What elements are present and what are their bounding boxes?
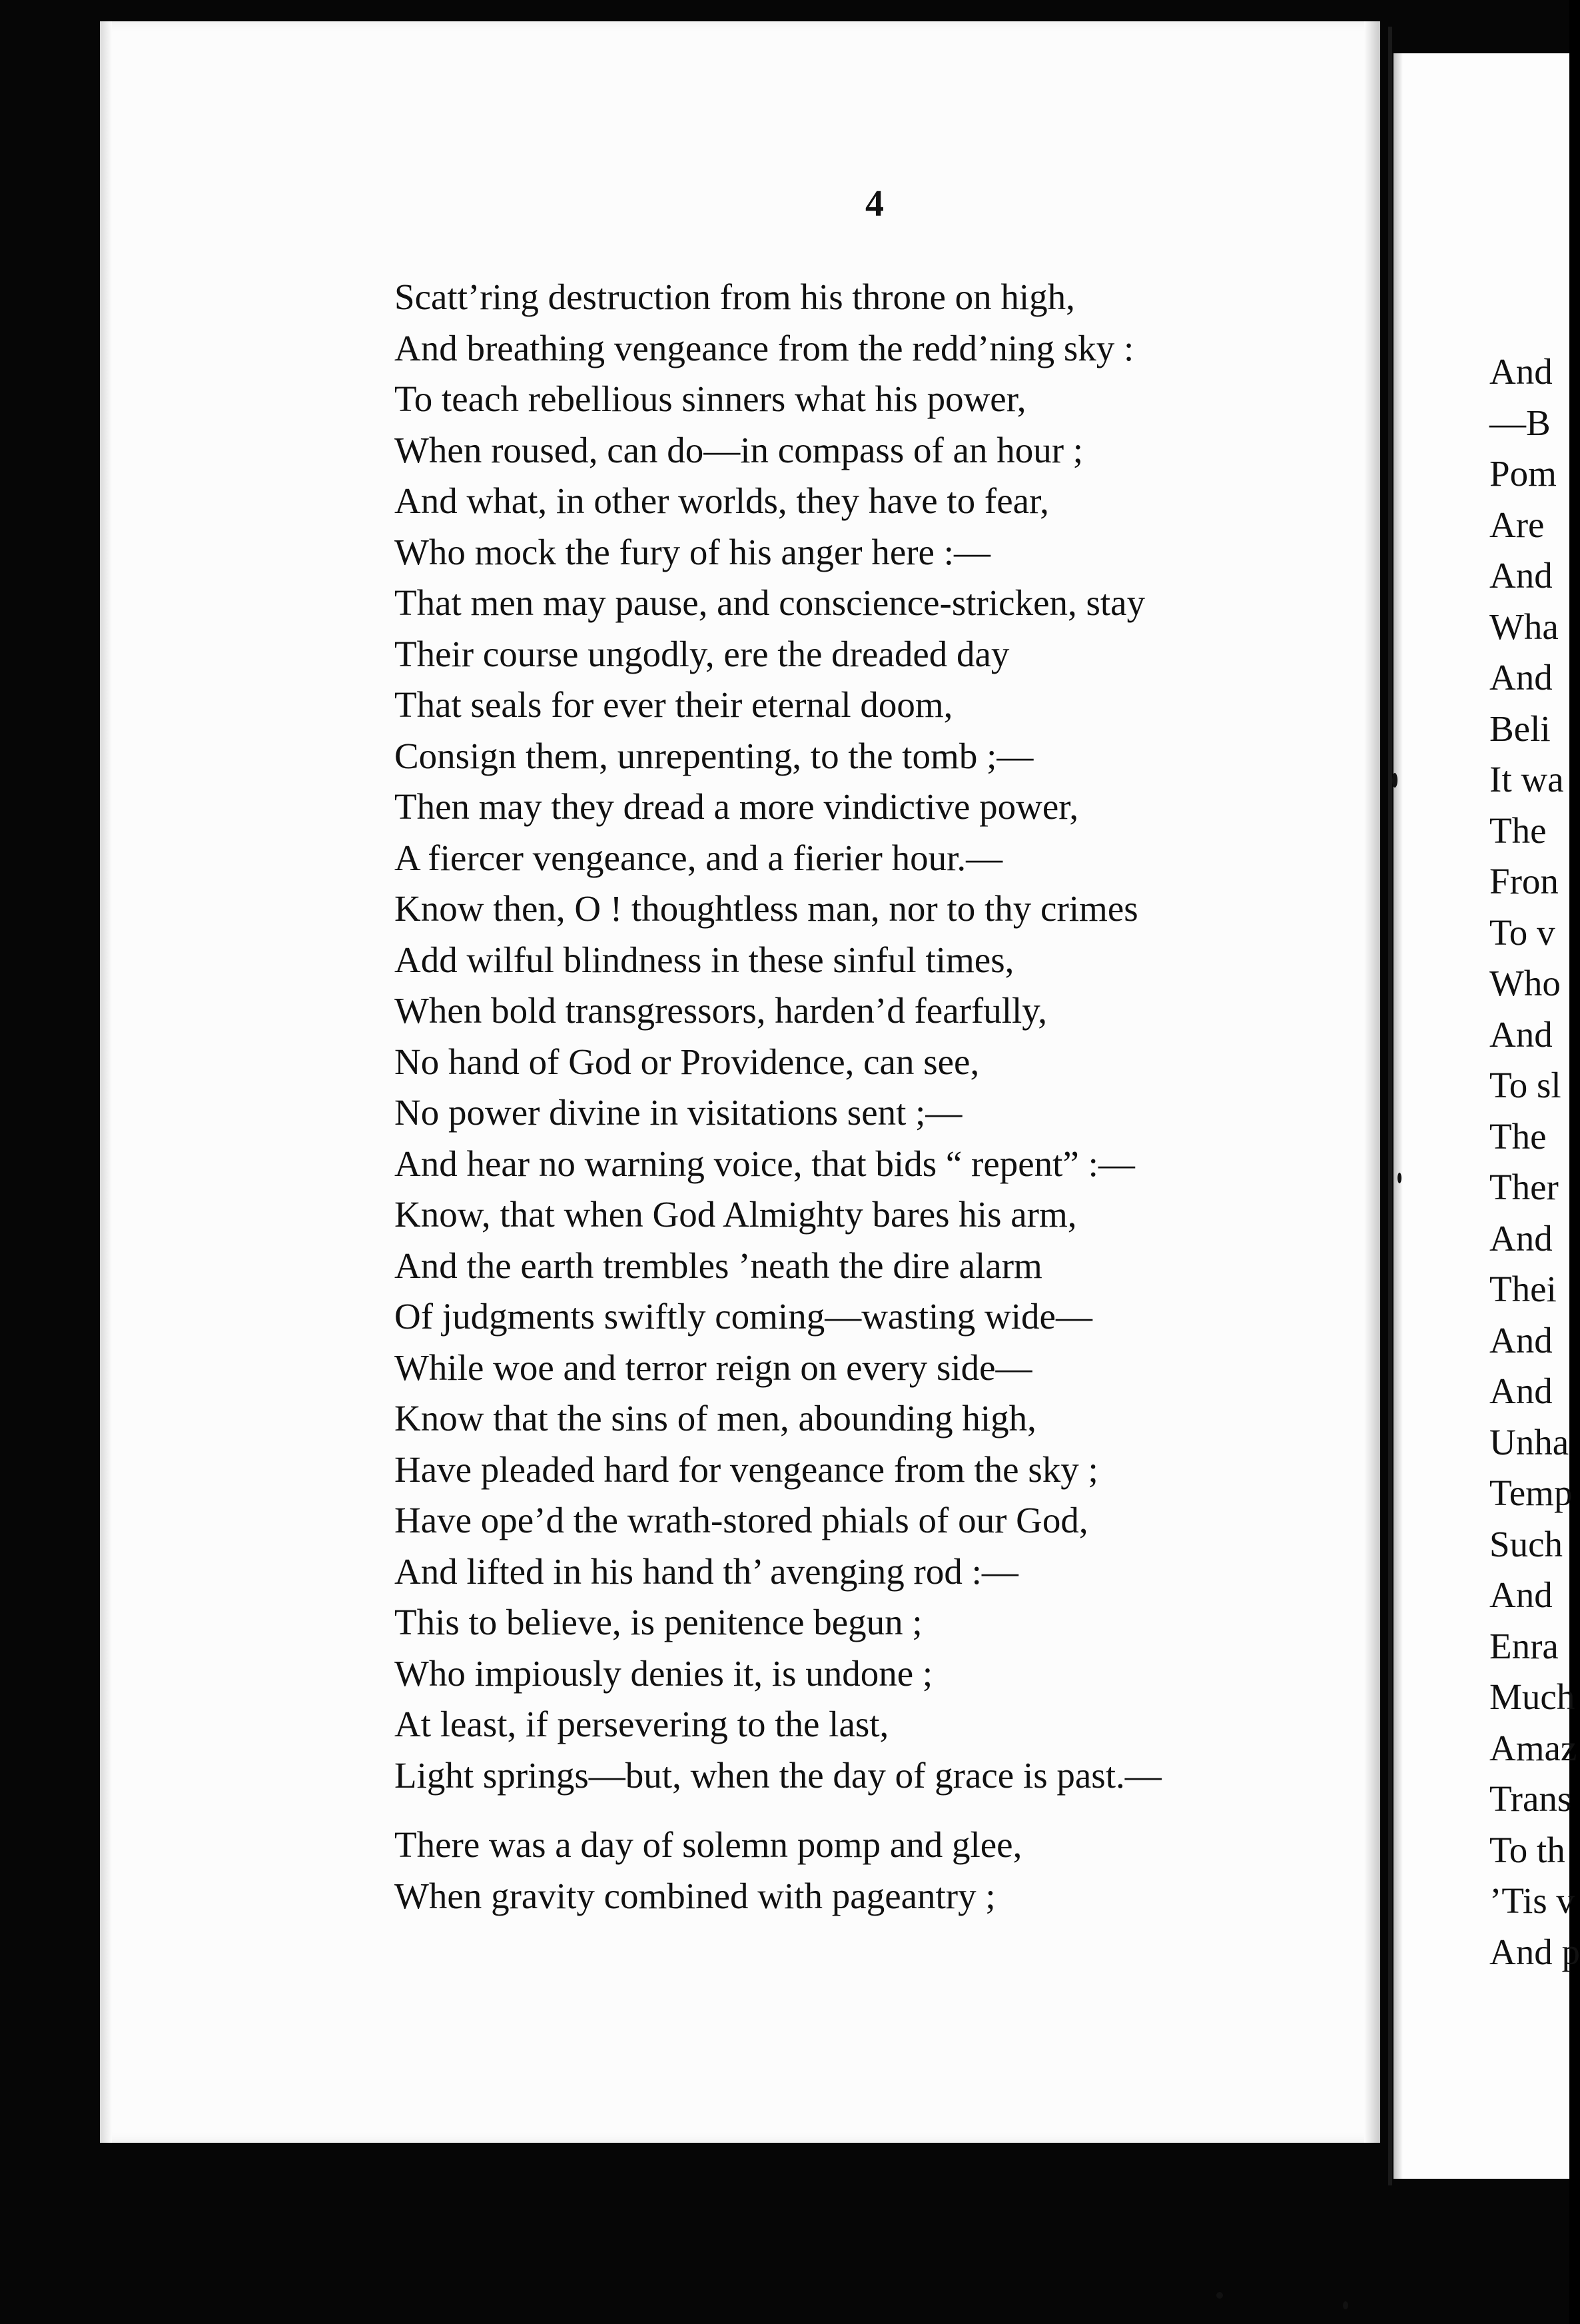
poem-line: Of judgments swiftly coming—wasting wide— xyxy=(394,1296,1092,1337)
poem-line: Who impiously denies it, is undone ; xyxy=(394,1652,933,1694)
poem-line: Add wilful blindness in these sinful times, xyxy=(394,939,1014,980)
facing-line-fragment: The xyxy=(1489,1115,1547,1157)
poem-line: When gravity combined with pageantry ; xyxy=(394,1875,996,1916)
facing-line-fragment: Such xyxy=(1489,1523,1563,1564)
poem-line: Consign them, unrepenting, to the tomb ;— xyxy=(394,735,1034,776)
poem-line: This to believe, is penitence begun ; xyxy=(394,1602,923,1642)
facing-line-fragment: And xyxy=(1489,1013,1553,1055)
scan-speck xyxy=(1343,2301,1348,2309)
poem-line: Have ope’d the wrath-stored phials of our God, xyxy=(394,1500,1088,1540)
poem-line: Light springs—but, when the day of grace is past.— xyxy=(394,1754,1162,1796)
facing-page-text xyxy=(1489,346,1580,1978)
facing-line-fragment: To sl xyxy=(1489,1065,1561,1105)
poem-line: When bold transgressors, harden’d fearfully, xyxy=(394,990,1047,1031)
facing-line-fragment: Ther xyxy=(1489,1167,1559,1207)
facing-line-fragment: —B xyxy=(1489,402,1551,443)
poem-line: No power divine in visitations sent ;— xyxy=(394,1092,963,1133)
facing-line-fragment: Temp xyxy=(1489,1472,1573,1513)
facing-line-fragment: ’Tis v xyxy=(1489,1880,1575,1921)
facing-line-fragment: And xyxy=(1489,1574,1553,1615)
facing-line-fragment: Fron xyxy=(1489,861,1559,901)
poem-line: To teach rebellious sinners what his power, xyxy=(394,378,1026,419)
book-gutter xyxy=(1388,27,1392,2185)
facing-line-fragment: And xyxy=(1489,351,1553,392)
facing-line-fragment: Are xyxy=(1489,504,1545,545)
scan-speck xyxy=(1216,2292,1223,2299)
poem-line: And hear no warning voice, that bids “ repent” :— xyxy=(394,1143,1135,1184)
poem-line: That men may pause, and conscience-stricken, stay xyxy=(394,582,1146,623)
facing-line-fragment: To th xyxy=(1489,1829,1565,1870)
facing-line-fragment: Much xyxy=(1489,1676,1575,1717)
poem-line: Know, that when God Almighty bares his arm, xyxy=(394,1194,1077,1235)
facing-line-fragment: Thei xyxy=(1489,1269,1557,1309)
poem-line: Know then, O ! thoughtless man, nor to thy crimes xyxy=(394,888,1138,929)
poem-line: Know that the sins of men, abounding high, xyxy=(394,1398,1036,1439)
poem-line: No hand of God or Providence, can see, xyxy=(394,1041,980,1082)
poem-line: Scatt’ring destruction from his throne on high, xyxy=(394,277,1075,317)
facing-line-fragment: Trans xyxy=(1489,1778,1572,1819)
facing-line-fragment: And xyxy=(1489,1319,1553,1361)
facing-line-fragment: Amaz xyxy=(1489,1727,1577,1768)
poem-line: While woe and terror reign on every side— xyxy=(394,1347,1032,1388)
poem-line: Then may they dread a more vindictive power, xyxy=(394,786,1079,827)
poem-line: A fiercer vengeance, and a fierier hour.— xyxy=(394,837,1003,878)
facing-line-fragment: And xyxy=(1489,657,1553,698)
facing-line-fragment: Wha xyxy=(1489,606,1559,647)
facing-line-fragment: Unha xyxy=(1489,1421,1569,1462)
poem-line: That seals for ever their eternal doom, xyxy=(394,684,953,725)
facing-line-fragment: And p xyxy=(1489,1931,1580,1972)
scan-speck xyxy=(1397,1173,1401,1183)
facing-line-fragment: And xyxy=(1489,1371,1553,1411)
poem-line: Who mock the fury of his anger here :— xyxy=(394,531,990,572)
facing-line-fragment: It wa xyxy=(1489,759,1564,800)
poem-text xyxy=(394,272,1354,1922)
poem-line: There was a day of solemn pomp and glee, xyxy=(394,1824,1022,1865)
poem-line: And breathing vengeance from the redd’ning sky : xyxy=(394,327,1134,368)
poem-line: Their course ungodly, ere the dreaded day xyxy=(394,633,1010,674)
facing-line-fragment: Enra xyxy=(1489,1625,1559,1666)
poem-line: And lifted in his hand th’ avenging rod :— xyxy=(394,1550,1018,1592)
facing-line-fragment: The xyxy=(1489,810,1547,851)
facing-line-fragment: Beli xyxy=(1489,708,1551,749)
poem-line: And the earth trembles ’neath the dire alarm xyxy=(394,1245,1042,1286)
scan-speck xyxy=(1392,773,1397,788)
facing-line-fragment: And xyxy=(1489,555,1553,596)
facing-line-fragment: Pom xyxy=(1489,453,1557,494)
page-number: 4 xyxy=(865,183,884,225)
poem-line: When roused, can do—in compass of an hour ; xyxy=(394,429,1084,470)
facing-line-fragment: And xyxy=(1489,1217,1553,1259)
facing-line-fragment: To v xyxy=(1489,911,1555,953)
facing-line-fragment: Who xyxy=(1489,963,1561,1003)
poem-line: Have pleaded hard for vengeance from the sky ; xyxy=(394,1449,1098,1490)
poem-line: And what, in other worlds, they have to fear, xyxy=(394,480,1049,521)
poem-line: At least, if persevering to the last, xyxy=(394,1704,889,1744)
